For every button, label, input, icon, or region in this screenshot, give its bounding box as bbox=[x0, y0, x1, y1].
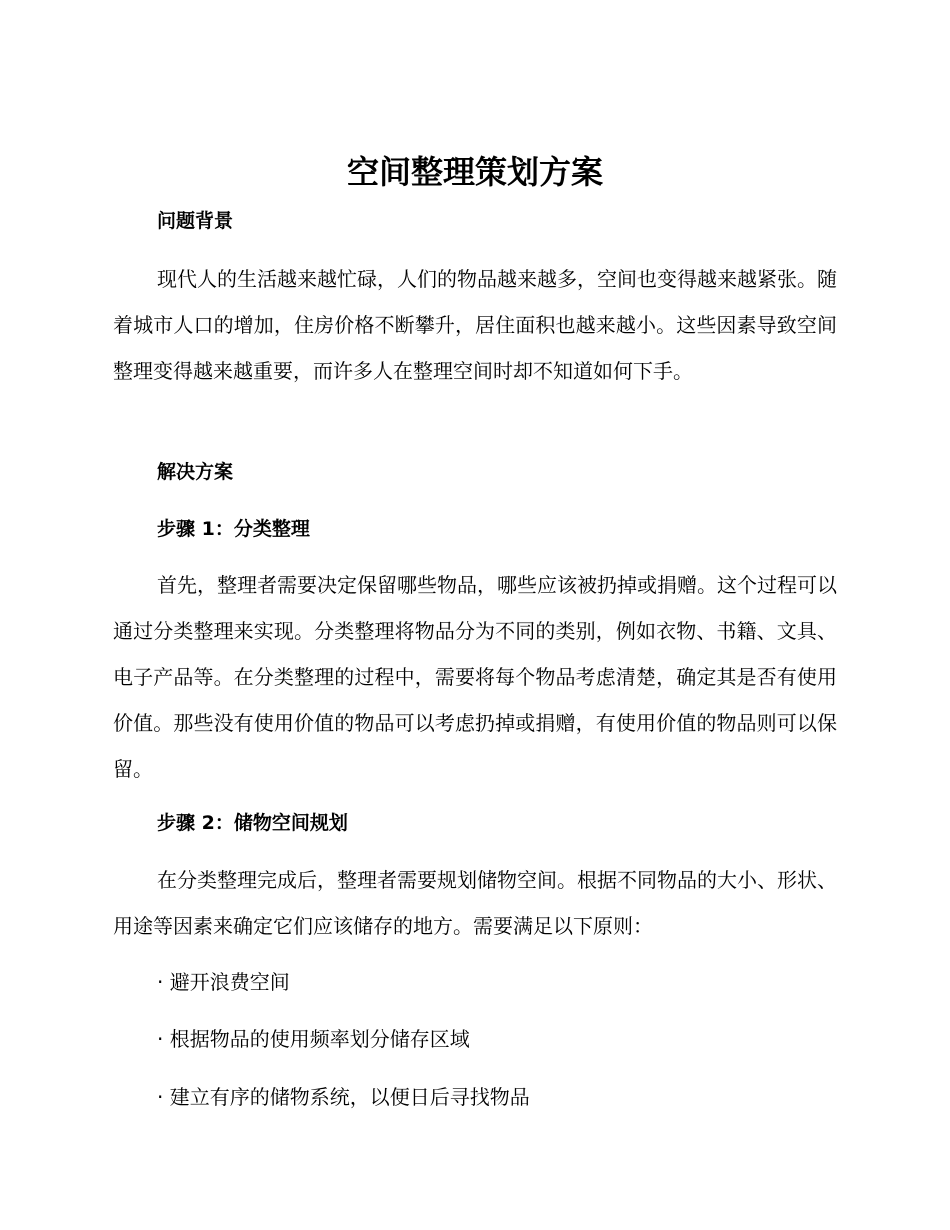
background-paragraph: 现代人的生活越来越忙碌，人们的物品越来越多，空间也变得越来越紧张。随着城市人口的增加，住房价格不断攀升，居住面积也越来越小。这些因素导致空间整理变得越来越重要，而许多人在整理空间时却不知道如何下手。 bbox=[113, 267, 837, 383]
step1-paragraph: 首先，整理者需要决定保留哪些物品，哪些应该被扔掉或捐赠。这个过程可以通过分类整理来实现。分类整理将物品分为不同的类别，例如衣物、书籍、文具、电子产品等。在分类整理的过程中，需要将每个物品考虑清楚，确定其是否有使用价值。那些没有使用价值的物品可以考虑扔掉或捐赠，有使用价值的物品则可以保留。 bbox=[113, 573, 837, 781]
background-heading: 问题背景 bbox=[157, 210, 234, 232]
step2-heading: 步骤 2：储物空间规划 bbox=[157, 812, 348, 834]
step2-paragraph: 在分类整理完成后，整理者需要规划储物空间。根据不同物品的大小、形状、用途等因素来确定它们应该储存的地方。需要满足以下原则： bbox=[113, 868, 837, 938]
principle-item: · 避开浪费空间 bbox=[157, 970, 290, 994]
step1-heading: 步骤 1：分类整理 bbox=[157, 518, 310, 540]
principle-item: · 建立有序的储物系统，以便日后寻找物品 bbox=[157, 1085, 530, 1109]
document-title: 空间整理策划方案 bbox=[346, 153, 603, 191]
principle-item: · 根据物品的使用频率划分储存区域 bbox=[157, 1027, 470, 1051]
solution-heading: 解决方案 bbox=[157, 461, 234, 483]
